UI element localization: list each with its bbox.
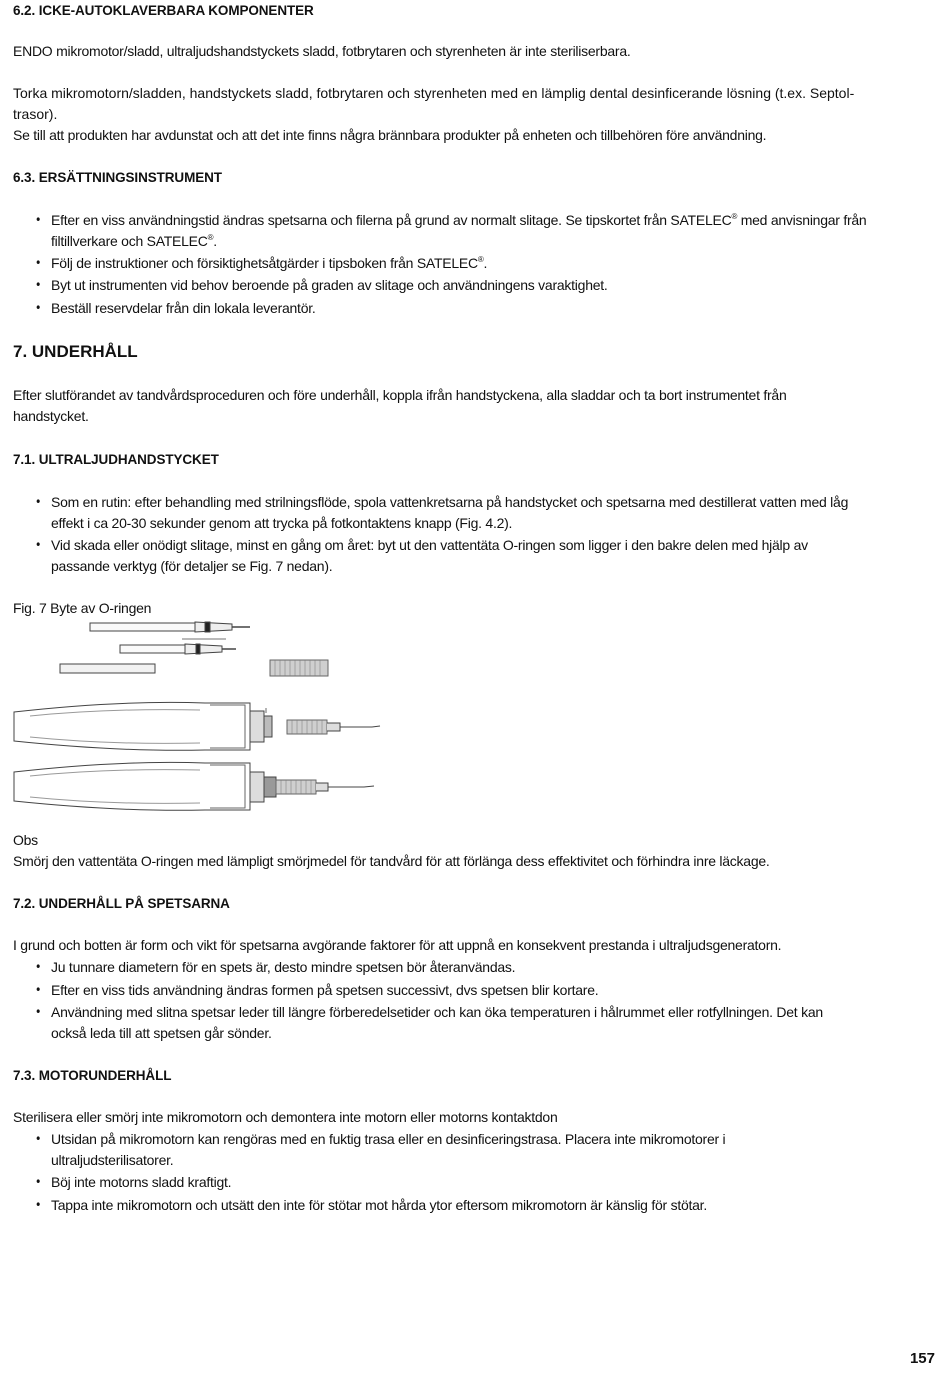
bullet: •	[35, 256, 42, 270]
page-number: 157	[909, 1350, 935, 1367]
bullet: •	[35, 495, 42, 509]
bullet: •	[35, 213, 42, 227]
bullet: •	[35, 960, 42, 974]
bullet: •	[35, 301, 42, 315]
section-6-3-item-1-line-1: Efter en viss användningstid ändras spetsarna och filerna på grund av normalt slitage. Se tipskortet från SATELEC® med anvisningar från	[51, 212, 867, 228]
obs-text: Smörj den vattentäta O-ringen med lämpligt smörjmedel för tandvård för att förlänga dess effektivitet och förhindra inre läckage.	[13, 853, 770, 869]
section-7-paragraph-line-1: Efter slutförandet av tandvårdsproceduren och före underhåll, koppla ifrån handstyckena, alla sladdar och ta bort instrumentet från	[13, 387, 787, 403]
section-7-2-heading: 7.2. UNDERHÅLL PÅ SPETSARNA	[13, 896, 230, 911]
section-7-3-intro: Sterilisera eller smörj inte mikromotorn och demontera inte motorn eller motorns kontaktdon	[13, 1109, 558, 1125]
section-7-3-item-2: Böj inte motorns sladd kraftigt.	[51, 1174, 232, 1190]
section-7-3-item-1-line-2: ultraljudsterilisatorer.	[51, 1152, 174, 1168]
hatched-oring-tool	[60, 664, 155, 673]
bullet: •	[35, 1132, 42, 1146]
section-6-2-paragraph-1: ENDO mikromotor/sladd, ultraljudshandstyckets sladd, fotbrytaren och styrenheten är inte steriliserbara.	[13, 43, 631, 59]
bullet: •	[35, 538, 42, 552]
section-6-2-paragraph-2-line-1: Torka mikromotorn/sladden, handstyckets sladd, fotbrytaren och styrenheten med en lämplig dental desinficerande lösning (t.ex. Septol-	[13, 85, 855, 101]
section-6-2-paragraph-3: Se till att produkten har avdunstat och att det inte finns några brännbara produkter på enheten och tillbehören före användning.	[13, 127, 767, 143]
section-6-3-item-1-line-2: filtillverkare och SATELEC®.	[51, 233, 217, 249]
section-6-2-paragraph-2-line-2: trasor).	[13, 106, 58, 122]
section-7-1-item-1-line-1: Som en rutin: efter behandling med strilningsflöde, spola vattenkretsarna på handstycket och spetsarna med destillerat vatten med låg	[51, 494, 849, 510]
bullet: •	[35, 1198, 42, 1212]
hatched-part-top	[270, 660, 328, 676]
section-7-2-item-1: Ju tunnare diametern för en spets är, desto mindre spetsen bör återanvändas.	[51, 959, 516, 975]
handpiece-1	[14, 702, 380, 750]
section-6-3-heading: 6.3. ERSÄTTNINGSINSTRUMENT	[13, 170, 222, 185]
section-7-3-item-1-line-1: Utsidan på mikromotorn kan rengöras med en fuktig trasa eller en desinficeringstrasa. Placera inte mikromotorer i	[51, 1131, 726, 1147]
oring-tool-1	[90, 622, 250, 639]
section-7-2-item-3-line-1: Användning med slitna spetsar leder till längre förberedelsetider och kan öka temperaturen i hålrummet eller rotfyllningen. Det kan	[51, 1004, 823, 1020]
section-7-1-heading: 7.1. ULTRALJUDHANDSTYCKET	[13, 452, 219, 467]
section-7-1-item-2-line-1: Vid skada eller onödigt slitage, minst en gång om året: byt ut den vattentäta O-ringen som ligger i den bakre delen med hjälp av	[51, 537, 808, 553]
section-7-1-item-1-line-2: effekt i ca 20-30 sekunder genom att trycka på fotkontaktens knapp (Fig. 4.2).	[51, 515, 513, 531]
oring-tool-2	[120, 644, 236, 654]
figure-7-oring-replacement	[0, 612, 950, 812]
section-6-3-item-4: Beställ reservdelar från din lokala leverantör.	[51, 300, 316, 316]
section-7-2-intro: I grund och botten är form och vikt för spetsarna avgörande faktorer för att uppnå en konsekvent prestanda i ultraljudsgeneratorn.	[13, 937, 782, 953]
section-7-2-item-2: Efter en viss tids användning ändras formen på spetsen successivt, dvs spetsen blir kortare.	[51, 982, 599, 998]
bullet: •	[35, 1005, 42, 1019]
figure-7-caption: Fig. 7 Byte av O-ringen	[13, 600, 152, 616]
section-6-3-item-2: Följ de instruktioner och försiktighetsåtgärder i tipsboken från SATELEC®.	[51, 255, 488, 271]
obs-label: Obs	[13, 832, 38, 848]
bullet: •	[35, 1175, 42, 1189]
section-7-heading: 7. UNDERHÅLL	[13, 342, 138, 361]
bullet: •	[35, 983, 42, 997]
section-7-paragraph-line-2: handstycket.	[13, 408, 89, 424]
bullet: •	[35, 278, 42, 292]
section-7-1-item-2-line-2: passande verktyg (för detaljer se Fig. 7 nedan).	[51, 558, 333, 574]
section-6-2-heading: 6.2. ICKE-AUTOKLAVERBARA KOMPONENTER	[13, 3, 314, 18]
section-7-2-item-3-line-2: också leda till att spetsen går sönder.	[51, 1025, 272, 1041]
handpiece-2	[14, 762, 374, 810]
section-7-3-heading: 7.3. MOTORUNDERHÅLL	[13, 1068, 172, 1083]
section-7-3-item-3: Tappa inte mikromotorn och utsätt den inte för stötar mot hårda ytor eftersom mikromotorn är känslig för stötar.	[51, 1197, 707, 1213]
section-6-3-item-3: Byt ut instrumenten vid behov beroende på graden av slitage och användningens varaktighet.	[51, 277, 608, 293]
